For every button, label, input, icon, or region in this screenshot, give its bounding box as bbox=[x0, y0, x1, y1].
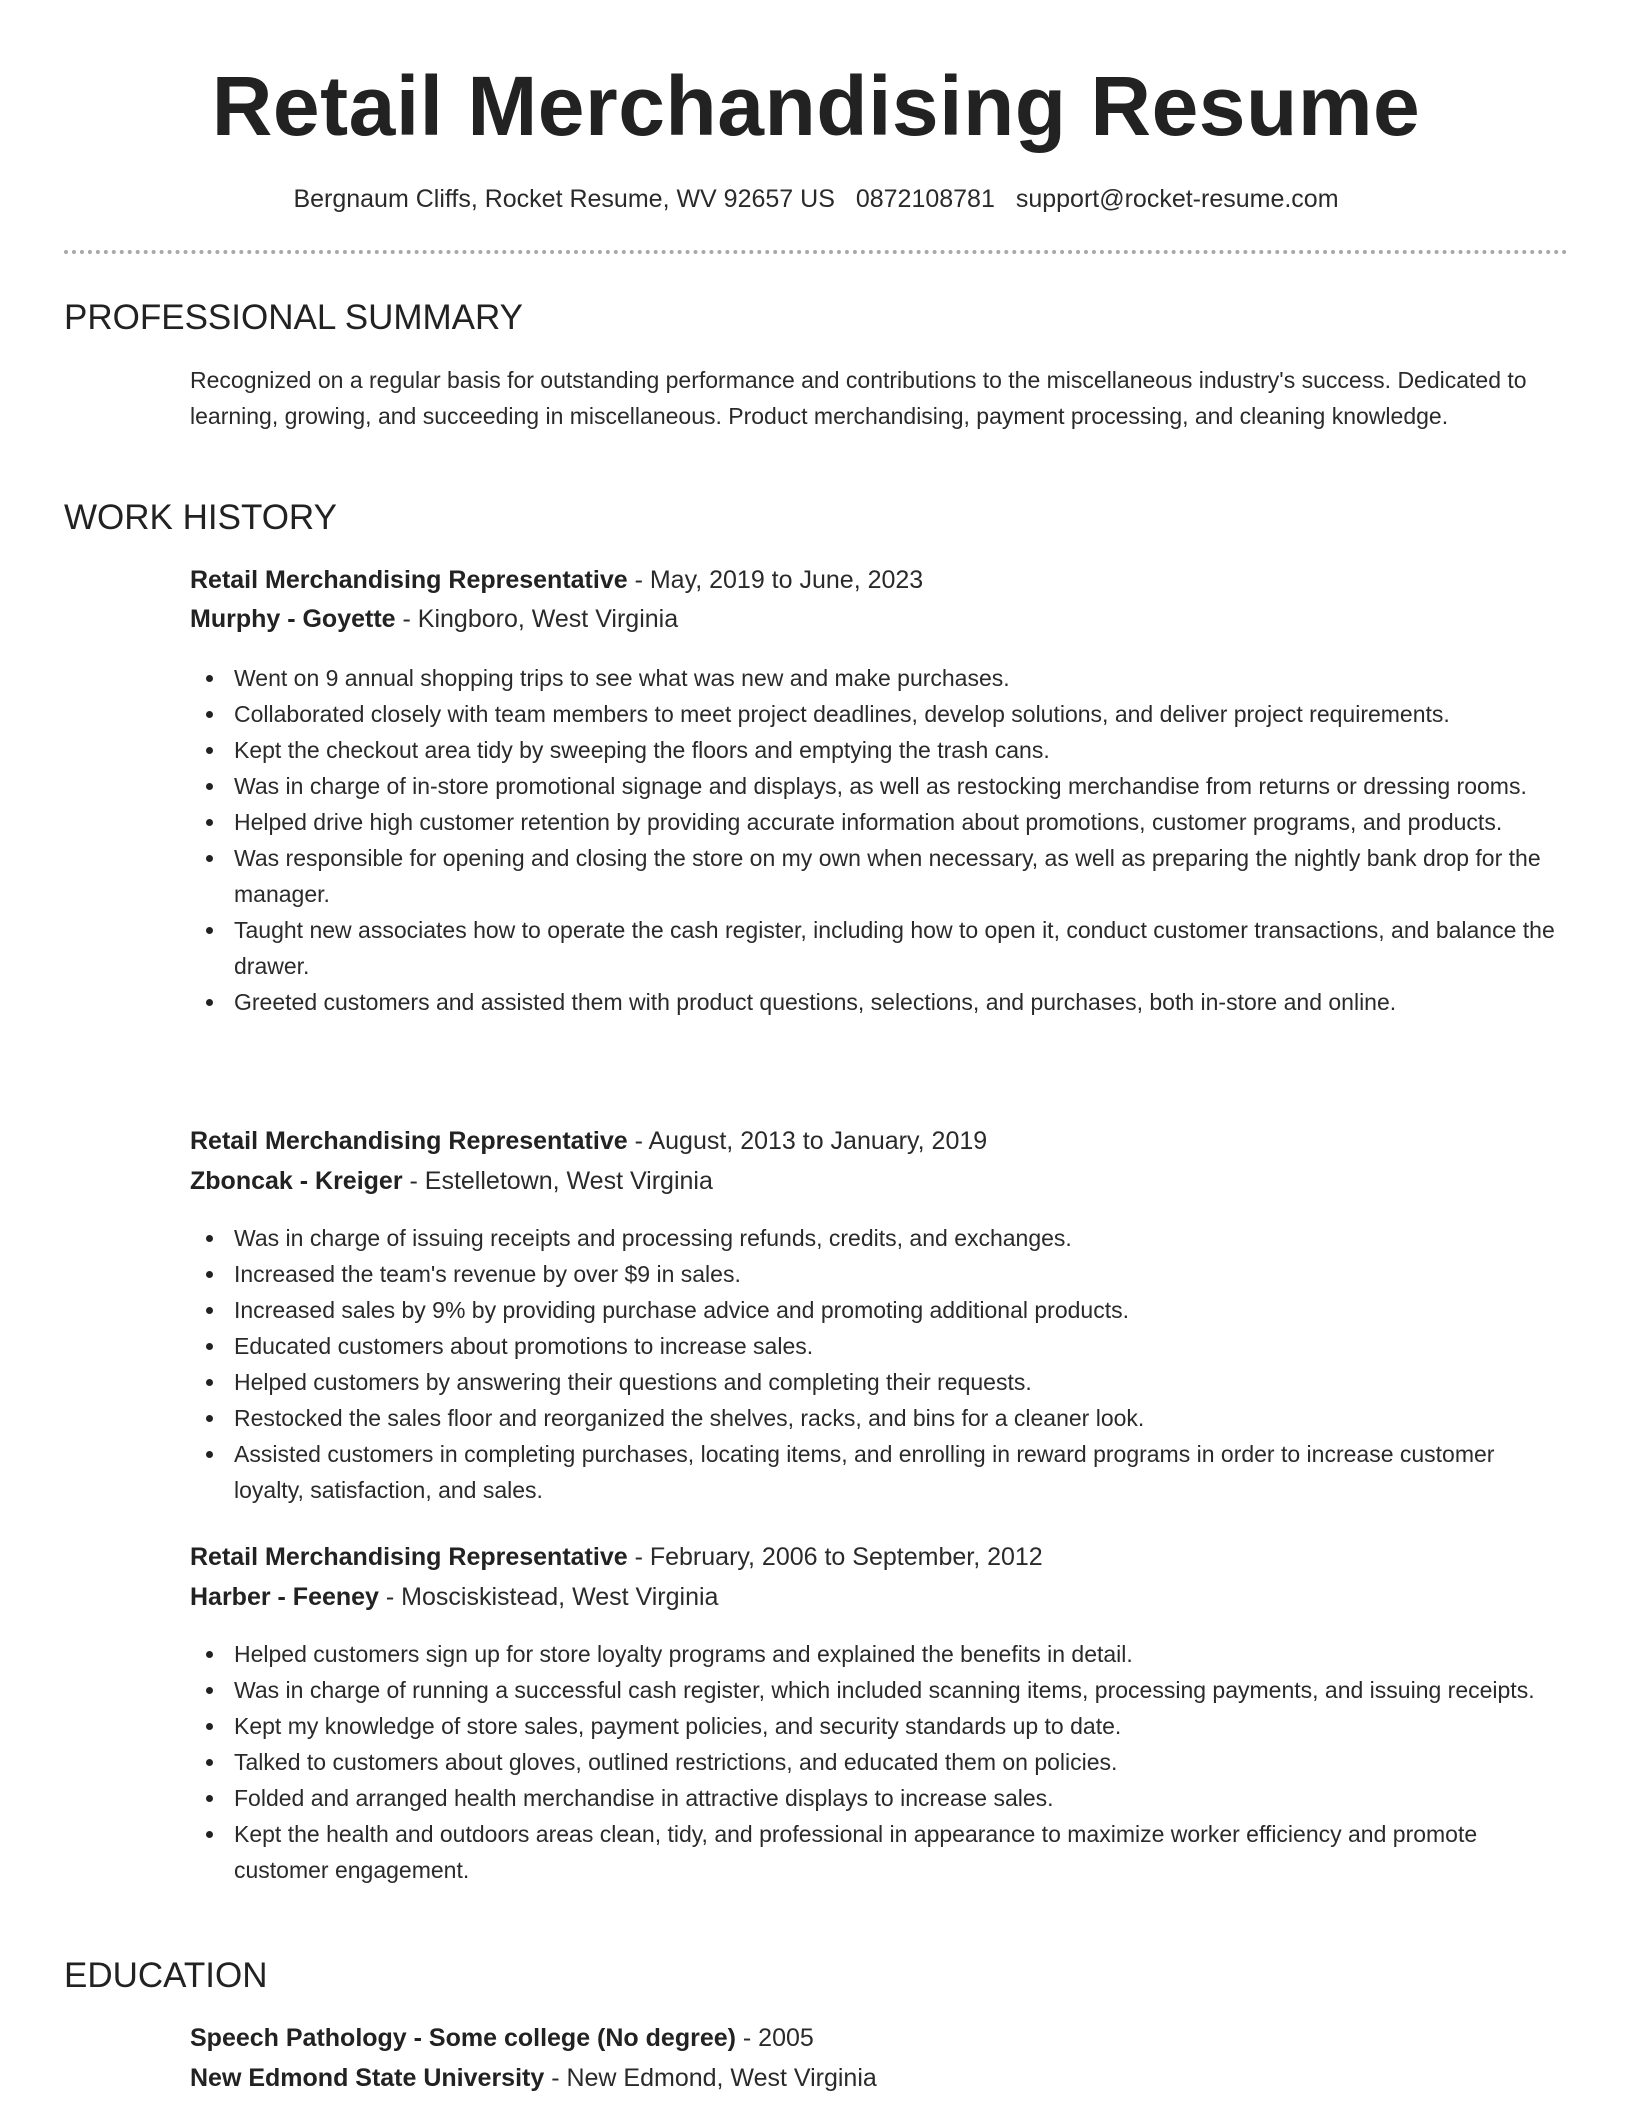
job-dates: - February, 2006 to September, 2012 bbox=[627, 1543, 1043, 1571]
job-dates: - May, 2019 to June, 2023 bbox=[627, 566, 924, 594]
job-bullets bbox=[190, 1636, 1570, 1888]
job-title-line bbox=[190, 1122, 1570, 1160]
list-item: Kept my knowledge of store sales, payment policies, and security standards up to date. bbox=[190, 1708, 1570, 1744]
contact-line bbox=[0, 182, 1632, 216]
list-item: Educated customers about promotions to increase sales. bbox=[190, 1328, 1570, 1364]
page-title: Retail Merchandising Resume bbox=[211, 59, 1421, 153]
job-company-line bbox=[190, 1162, 1570, 1200]
education-heading: EDUCATION bbox=[64, 1956, 268, 1995]
job-title: Retail Merchandising Representative bbox=[190, 566, 628, 594]
list-item: Greeted customers and assisted them with product questions, selections, and purchases, both in-store and online. bbox=[190, 984, 1570, 1020]
job-title-line bbox=[190, 1538, 1570, 1576]
list-item: Helped customers sign up for store loyalty programs and explained the benefits in detail. bbox=[190, 1636, 1570, 1672]
job-location: - Kingboro, West Virginia bbox=[395, 605, 679, 633]
job-company: Harber - Feeney bbox=[190, 1583, 379, 1611]
list-item: Kept the checkout area tidy by sweeping the floors and emptying the trash cans. bbox=[190, 732, 1570, 768]
list-item: Was in charge of issuing receipts and processing refunds, credits, and exchanges. bbox=[190, 1220, 1570, 1256]
list-item: Helped customers by answering their questions and completing their requests. bbox=[190, 1364, 1570, 1400]
list-item: Helped drive high customer retention by providing accurate information about promotions, customer programs, and products. bbox=[190, 804, 1570, 840]
education-location: - New Edmond, West Virginia bbox=[544, 2064, 877, 2092]
list-item: Collaborated closely with team members to meet project deadlines, develop solutions, and deliver project requirements. bbox=[190, 696, 1570, 732]
phone-text: 0872108781 bbox=[855, 185, 995, 213]
work-history-heading: WORK HISTORY bbox=[64, 498, 337, 537]
summary-heading: PROFESSIONAL SUMMARY bbox=[64, 298, 523, 337]
job-company-line bbox=[190, 1578, 1570, 1616]
education-degree: Speech Pathology - Some college (No degree) bbox=[190, 2024, 736, 2052]
job-dates: - August, 2013 to January, 2019 bbox=[627, 1127, 988, 1155]
email-text: support@rocket-resume.com bbox=[1015, 185, 1339, 213]
job-location: - Mosciskistead, West Virginia bbox=[378, 1583, 719, 1611]
education-school-line bbox=[190, 2059, 1570, 2097]
list-item: Was responsible for opening and closing the store on my own when necessary, as well as preparing the nightly bank drop for the manager. bbox=[190, 840, 1570, 912]
list-item: Went on 9 annual shopping trips to see what was new and make purchases. bbox=[190, 660, 1570, 696]
job-location: - Estelletown, West Virginia bbox=[402, 1167, 713, 1195]
job-bullets bbox=[190, 1220, 1570, 1508]
education-year: - 2005 bbox=[735, 2024, 814, 2052]
list-item: Taught new associates how to operate the cash register, including how to open it, conduct customer transactions, and balance the drawer. bbox=[190, 912, 1570, 984]
job-title-line bbox=[190, 561, 1570, 599]
header-divider bbox=[64, 250, 1568, 254]
list-item: Increased sales by 9% by providing purchase advice and promoting additional products. bbox=[190, 1292, 1570, 1328]
education-school: New Edmond State University bbox=[190, 2064, 545, 2092]
address-text: Bergnaum Cliffs, Rocket Resume, WV 92657 US bbox=[293, 185, 835, 213]
job-company: Murphy - Goyette bbox=[190, 605, 396, 633]
summary-text: Recognized on a regular basis for outstanding performance and contributions to the miscellaneous industry's success. Dedicated to learning, growing, and succeeding in miscellaneous. Product merchandising, payment processing, and cleaning knowledge. bbox=[190, 367, 1527, 429]
list-item: Was in charge of running a successful cash register, which included scanning items, processing payments, and issuing receipts. bbox=[190, 1672, 1570, 1708]
list-item: Talked to customers about gloves, outlined restrictions, and educated them on policies. bbox=[190, 1744, 1570, 1780]
job-bullets bbox=[190, 660, 1570, 1020]
job-title: Retail Merchandising Representative bbox=[190, 1543, 628, 1571]
list-item: Increased the team's revenue by over $9 in sales. bbox=[190, 1256, 1570, 1292]
list-item: Restocked the sales floor and reorganized the shelves, racks, and bins for a cleaner look. bbox=[190, 1400, 1570, 1436]
list-item: Kept the health and outdoors areas clean, tidy, and professional in appearance to maximize worker efficiency and promote customer engagement. bbox=[190, 1816, 1570, 1888]
job-company-line bbox=[190, 600, 1570, 638]
list-item: Folded and arranged health merchandise in attractive displays to increase sales. bbox=[190, 1780, 1570, 1816]
job-title: Retail Merchandising Representative bbox=[190, 1127, 628, 1155]
education-degree-line bbox=[190, 2019, 1570, 2057]
list-item: Was in charge of in-store promotional signage and displays, as well as restocking merchandise from returns or dressing rooms. bbox=[190, 768, 1570, 804]
job-company: Zboncak - Kreiger bbox=[190, 1167, 403, 1195]
list-item: Assisted customers in completing purchases, locating items, and enrolling in reward programs in order to increase customer loyalty, satisfaction, and sales. bbox=[190, 1436, 1570, 1508]
